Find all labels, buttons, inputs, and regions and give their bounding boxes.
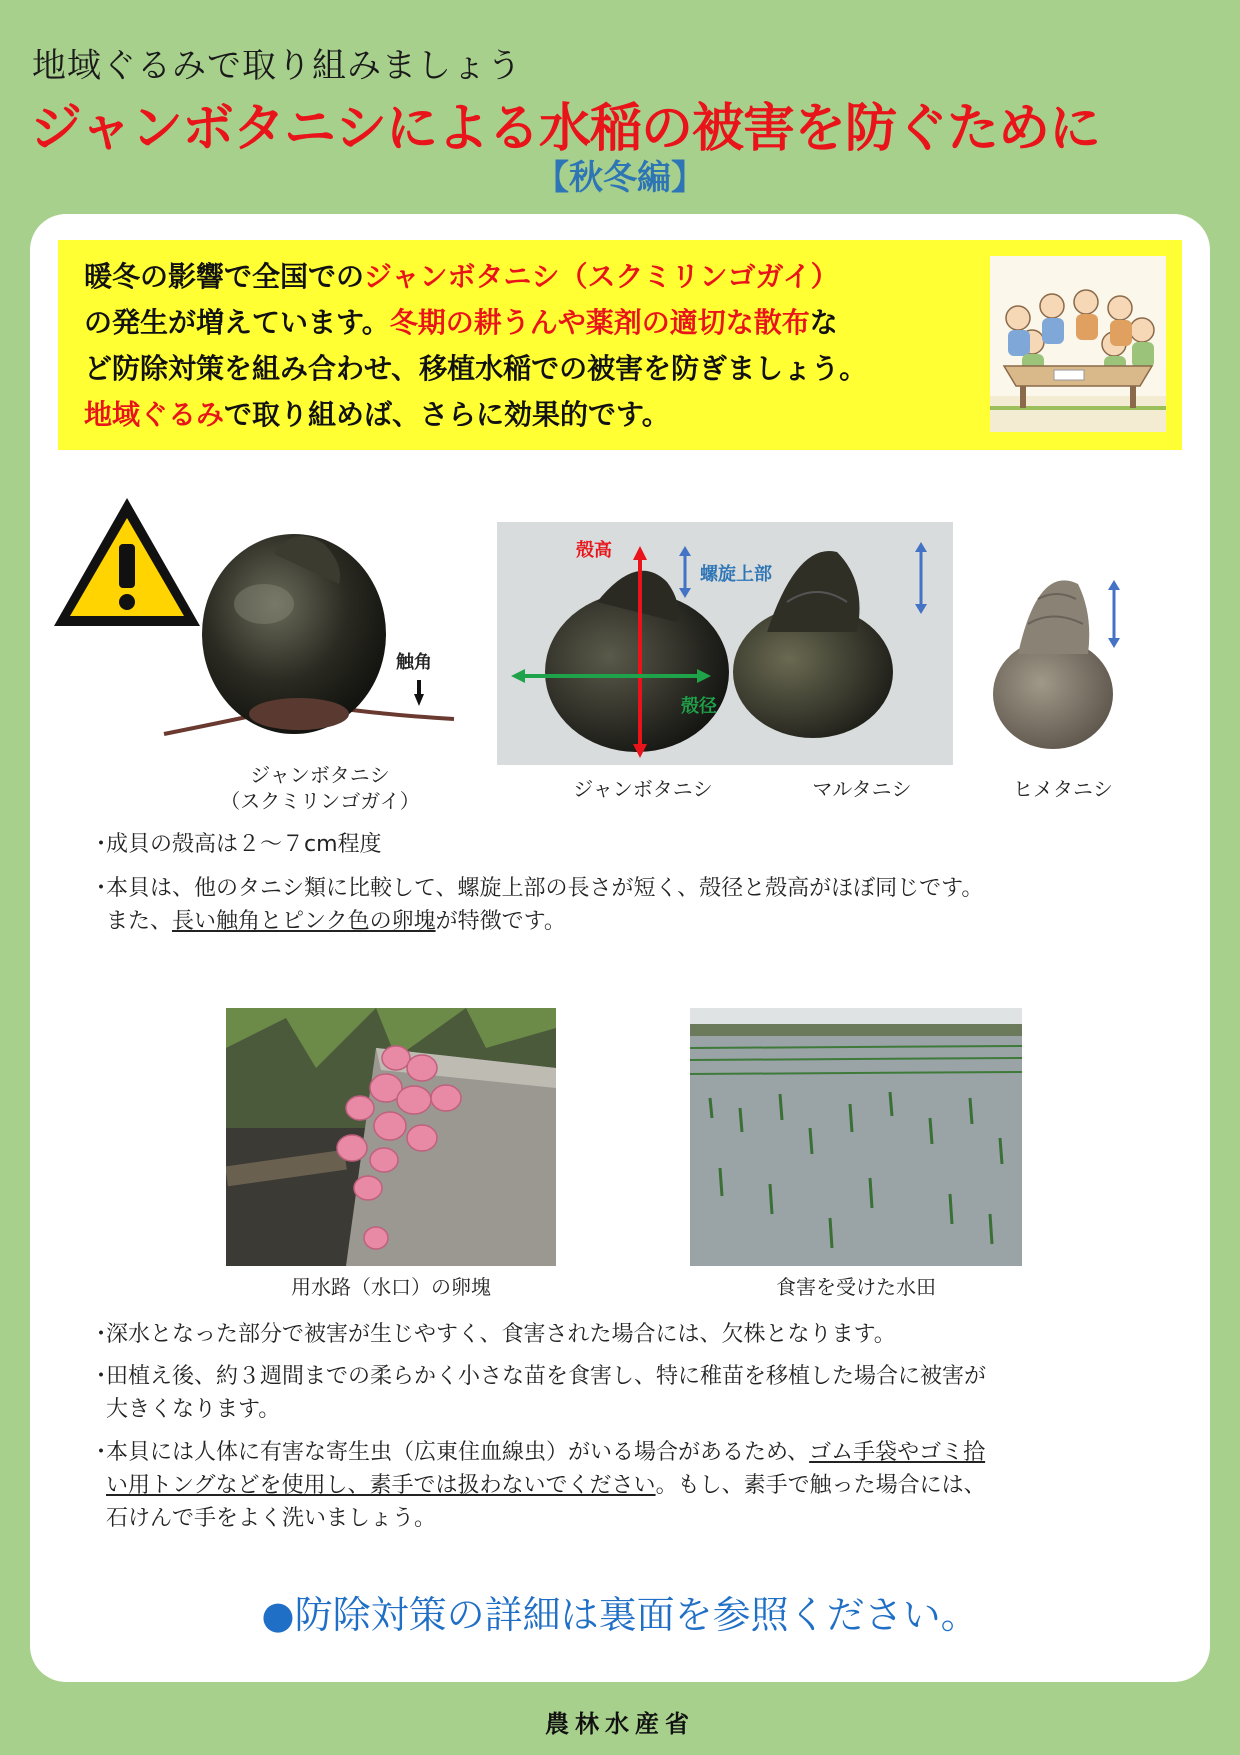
intro-text-2: の発生が増えています。: [84, 306, 390, 339]
bullet-parasite-warning: [90, 1436, 1156, 1535]
bullet-parasite-underlined-2: い用トングなどを使用し、素手では扱わないでください: [106, 1473, 656, 1498]
intro-highlight-3: 地域ぐるみ: [84, 398, 225, 431]
damaged-field-photo: [690, 1008, 1022, 1266]
shell-comparison-photo: [497, 522, 953, 765]
bullet-symbol: ・: [90, 1322, 113, 1347]
bullet-deep-water: [90, 1318, 1156, 1351]
bullet-parasite-underlined-1: ゴム手袋やゴミ拾: [809, 1440, 986, 1465]
jumbo-snail-caption-line1: ジャンボタニシ: [250, 763, 390, 787]
bullet-symbol: ・: [90, 1440, 113, 1465]
spire-label: 螺旋上部: [700, 564, 772, 585]
caption-marutanishi: マルタニシ: [812, 777, 912, 801]
bullet-seedling-line1: 田植え後、約３週間までの柔らかく小さな苗を食害し、特に稚苗を移植した場合に被害が: [106, 1364, 987, 1389]
intro-highlight-2: 冬期の耕うんや薬剤の適切な散布: [389, 306, 810, 339]
bullet-shell-size: [90, 828, 1156, 861]
bullet-text: 成貝の殻高は２～７cm程度: [106, 832, 382, 857]
intro-text-1: 暖冬の影響で全国での: [84, 260, 365, 293]
main-title: ジャンボタニシによる水稲の被害を防ぐために: [30, 99, 1100, 159]
bullet-features-underlined: 長い触角とピンク色の卵塊: [172, 909, 436, 934]
meeting-illustration: [990, 256, 1166, 432]
jumbo-snail-photo: [124, 514, 494, 784]
egg-mass-photo: [226, 1008, 556, 1266]
content-card: [30, 214, 1210, 1682]
bullet-text: 深水となった部分で被害が生じやすく、食害された場合には、欠株となります。: [106, 1322, 896, 1347]
bullet-features-line1: 本貝は、他のタニシ類に比較して、螺旋上部の長さが短く、殻径と殻高がほぼ同じです。: [106, 876, 984, 901]
intro-highlight-1: ジャンボタニシ（スクミリンゴガイ）: [364, 260, 839, 293]
tentacle-label: 触角: [396, 652, 432, 673]
shell-diameter-label: 殻径: [681, 696, 717, 717]
bullet-features-line2a: また、: [106, 909, 173, 934]
jumbo-snail-caption: [170, 762, 470, 814]
jumbo-snail-caption-line2: （スクミリンゴガイ）: [220, 789, 420, 813]
bullet-seedling-line2: 大きくなります。: [106, 1397, 281, 1422]
caption-himetanishi: ヒメタニシ: [1013, 777, 1113, 801]
bullet-parasite-line1a: 本貝には人体に有害な寄生虫（広東住血線虫）がいる場合があるため、: [106, 1440, 810, 1465]
bullet-symbol: ・: [90, 832, 113, 857]
intro-box: [58, 240, 1182, 450]
ministry-name: 農林水産省: [545, 1710, 695, 1738]
bullet-features: [90, 872, 1156, 938]
reverse-side-notice: ●防除対策の詳細は裏面を参照ください。: [261, 1593, 979, 1637]
bullet-symbol: ・: [90, 876, 113, 901]
damaged-field-caption: 食害を受けた水田: [776, 1275, 936, 1299]
intro-text-2b: な: [809, 306, 838, 339]
himetanishi-photo: [968, 544, 1158, 764]
intro-text-3: ど防除対策を組み合わせ、移植水稲での被害を防ぎましょう。: [84, 352, 868, 385]
bullet-features-line2b: が特徴です。: [435, 909, 566, 934]
caption-jumbo: ジャンボタニシ: [573, 777, 713, 801]
subtitle: 地域ぐるみで取り組みましょう: [32, 46, 522, 86]
bullet-symbol: ・: [90, 1364, 113, 1389]
edition-label: 【秋冬編】: [535, 158, 705, 198]
shell-height-label: 殻高: [576, 540, 612, 561]
egg-mass-caption: 用水路（水口）の卵塊: [291, 1275, 491, 1299]
intro-text: [84, 254, 994, 438]
intro-text-4: で取り組めば、さらに効果的です。: [224, 398, 670, 431]
bullet-seedling-damage: [90, 1360, 1156, 1426]
bullet-parasite-line3: 石けんで手をよく洗いましょう。: [106, 1506, 437, 1531]
bullet-parasite-line2b: 。もし、素手で触った場合には、: [655, 1473, 986, 1498]
